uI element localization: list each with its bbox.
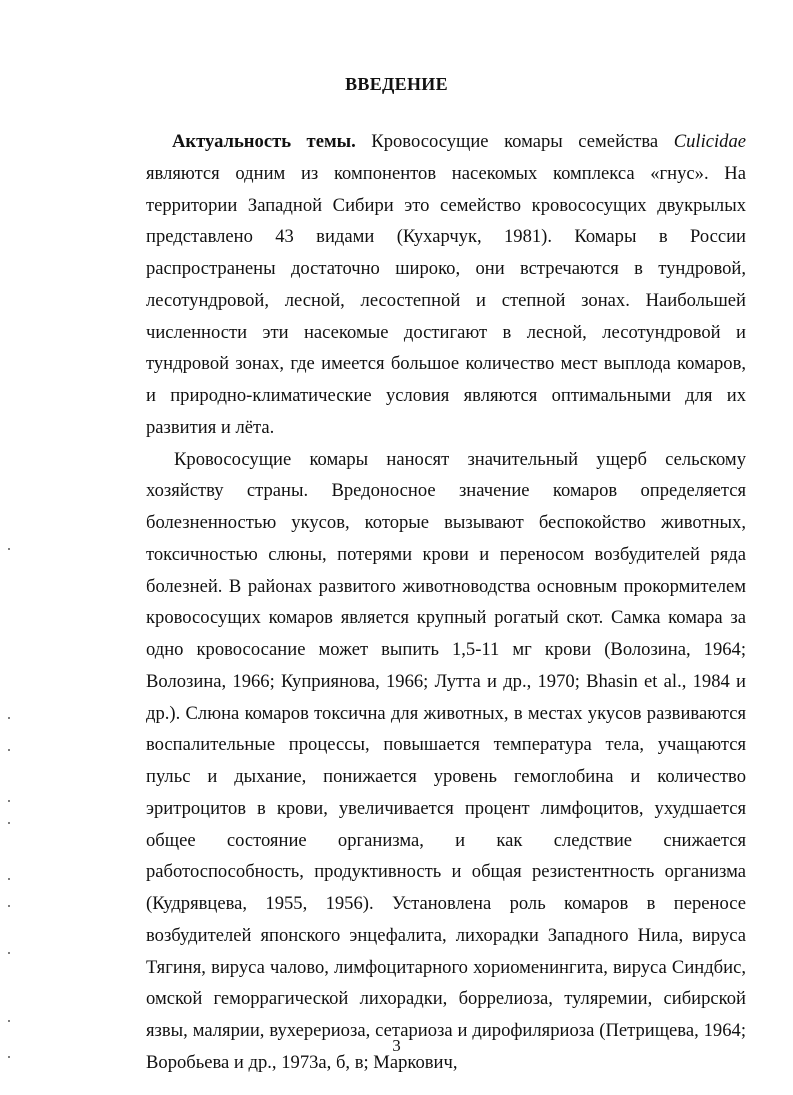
- scan-speck: [8, 1056, 10, 1058]
- scan-speck: [8, 749, 10, 751]
- scan-speck: [8, 905, 10, 907]
- scan-speck: [8, 548, 10, 550]
- scan-speck: [8, 800, 10, 802]
- paragraph-text: являются одним из компонентов насекомых комплекса «гнус». На территории Западной Сибири это семейство кровососущих двукрылых представлено 43 видами (Кухарчук, 1981). Комары в России распространены достаточно широко, они встречаются в тундровой, лесотундровой, лесной, лесостепной и степной зонах. Наибольшей численности эти насекомые достигают в лесной, лесотундровой и тундровой зонах, где имеется большое количество мест выплода комаров, и природно-климатические условия являются оптимальными для их развития и лёта.: [146, 162, 746, 438]
- scan-speck: [8, 952, 10, 954]
- paragraph-relevance: [146, 126, 746, 444]
- paragraph-lead: Актуальность темы.: [172, 131, 356, 152]
- scan-speck: [8, 878, 10, 880]
- page-number: 3: [392, 1036, 401, 1055]
- scan-speck: [8, 1020, 10, 1022]
- scan-speck: [8, 717, 10, 719]
- paragraph-text: Кровососущие комары семейства: [355, 131, 674, 152]
- body-text: [146, 126, 746, 1079]
- page-title: ВВЕДЕНИЕ: [345, 74, 448, 94]
- scan-speck: [8, 822, 10, 824]
- paragraph-damage: Кровососущие комары наносят значительный ущерб сельскому хозяйству страны. Вредоносное значение комаров определяется болезненностью укусов, которые вызывают беспокойство животных, токсичностью слюны, потерями крови и переносом возбудителей ряда болезней. В районах развитого животноводства основным прокормителем кровососущих комаров является крупный рогатый скот. Самка комара за одно кровососание может выпить 1,5-11 мг крови (Волозина, 1964; Волозина, 1966; Куприянова, 1966; Лутта и др., 1970; Bhasin et al., 1984 и др.). Слюна комаров токсична для животных, в местах укусов развиваются воспалительные процессы, повышается температура тела, учащаются пульс и дыхание, понижается уровень гемоглобина и количество эритроцитов в крови, увеличивается процент лимфоцитов, ухудшается общее состояние организма, и как следствие снижается работоспособность, продуктивность и общая резистентность организма (Кудрявцева, 1955, 1956). Установлена роль комаров в переносе возбудителей японского энцефалита, лихорадки Западного Нила, вируса Тягиня, вируса чалово, лимфоцитарного хориоменингита, вируса Синдбис, омской геморрагической лихорадки, боррелиоза, туляремии, сибирской язвы, малярии, вухерериоза, сетариоза и дирофиляриоза (Петрищева, 1964; Воробьева и др., 1973а, б, в; Маркович,: [146, 448, 746, 1073]
- latin-family-name: Culicidae: [673, 131, 746, 152]
